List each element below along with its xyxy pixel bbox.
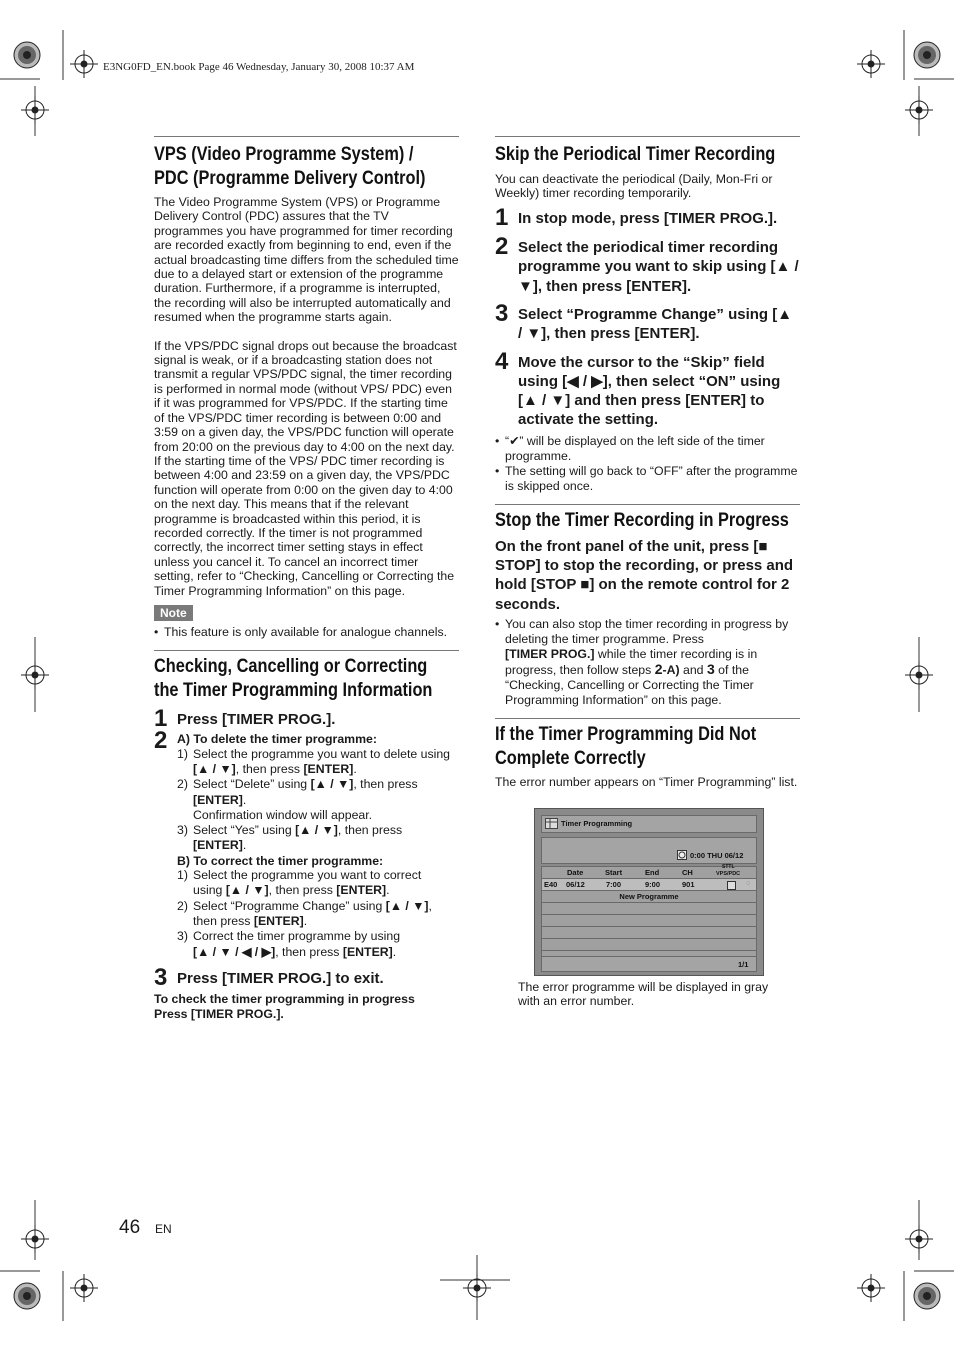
- page-number: 46: [119, 1217, 141, 1238]
- row-ch: 901: [682, 880, 695, 889]
- key-label: [▲ / ▼]: [225, 883, 269, 898]
- step-number: 2: [154, 727, 168, 755]
- screen-clock-bar: [541, 837, 757, 864]
- skip-title: Skip the Periodical Timer Recording: [495, 144, 776, 165]
- stop-bullet: [495, 617, 800, 708]
- check-step-1: [154, 704, 459, 732]
- col-ch: CH: [682, 868, 693, 877]
- step-text: In stop mode, press [TIMER PROG.].: [518, 209, 778, 227]
- new-programme: New Programme: [619, 892, 679, 901]
- key-label: [▲ / ▼]: [385, 898, 429, 913]
- check-in-progress-line1: To check the timer programming in progress: [154, 992, 415, 1007]
- error-number: E40: [544, 880, 558, 889]
- substep-text: then press: [193, 914, 254, 929]
- substep-number: 1): [177, 868, 188, 883]
- correct-substep-1: [177, 868, 459, 899]
- step-number: 3: [495, 300, 509, 327]
- key-label: [ENTER]: [336, 883, 387, 898]
- right-column: [495, 136, 800, 789]
- vps-paragraph-2: If the VPS/PDC signal drops out because the broadcast signal is weak, or if a broadcasting station does not transmit a regular VPS/PDC signal, the timer recording is performed in normal mode (without VPS/ PDC) even if it was programmed for VPS/PDC. If the starting time of the VPS/PDC timer recording is between 0:00 and 3:59 on a given day, the VPS/PDC function will operate from 20:00 on the previous day to 4:00 on the next day. If the starting time of the VPS/ PDC timer recording is between 4:00 and 23:59 on a given day, the VPS/PDC function will operate from 0:00 on the given day to 4:00 on the next day. This means that if the relevant programme is broadcasted within this period, it is recorded correctly. If the timer is not programmed correctly, the incorrect timer setting stays in effect unless you cancel it. To cancel an incorrect timer setting, refer to “Checking, Cancelling or Correcting the Timer Programming Information” on this page.: [154, 338, 457, 598]
- skip-step-2: [495, 233, 800, 296]
- skip-intro: You can deactivate the periodical (Daily, Mon-Fri or Weekly) timer recording temporarily.: [495, 172, 773, 201]
- col-start: Start: [605, 868, 623, 877]
- substep-text: .: [242, 838, 247, 853]
- key-label: [▲ / ▼]: [193, 761, 236, 776]
- substep-text: ,: [428, 898, 432, 913]
- check-title-line1: Checking, Cancelling or Correcting: [154, 655, 428, 677]
- substep-number: 1): [177, 746, 188, 761]
- error-programme-row: [542, 878, 756, 890]
- skip-bullet-2: • The setting will go back to “OFF” after the programme is skipped once.: [495, 464, 800, 494]
- checkbox-icon: [727, 881, 736, 890]
- col-sttl: STTL: [722, 864, 735, 870]
- step-ref: 3: [706, 660, 715, 677]
- col-vps: VPS/PDC: [716, 871, 741, 877]
- step-text: Press [TIMER PROG.].: [177, 710, 336, 728]
- error-caption: The error programme will be displayed in gray with an error number.: [518, 980, 769, 1009]
- check-in-progress-line2: Press [TIMER PROG.].: [154, 1006, 284, 1021]
- vps-icon: ◌: [746, 880, 751, 887]
- key-label: [ENTER]: [253, 914, 304, 929]
- delete-substep-2: [177, 777, 459, 823]
- check-step-2: [154, 727, 459, 960]
- substep-text: using: [193, 883, 226, 898]
- substep-text: , then press: [275, 944, 343, 959]
- delete-heading: A) To delete the timer programme:: [177, 732, 377, 747]
- key-label: [▲ / ▼]: [310, 777, 354, 792]
- substep-text: .: [353, 761, 357, 776]
- vps-paragraph-1: The Video Programme System (VPS) or Programme Delivery Control (PDC) assures that the TV programmes you have programmed for timer recording are recorded exactly from beginning to end, even if the actual broadcasting time differs from the scheduled time due to a delayed start or extension of the programme duration. Furthermore, if a programme is interrupted, the recording will also be interrupted automatically and resumed when the programme starts again.: [154, 195, 459, 325]
- step-ref: -A): [662, 662, 680, 677]
- row-end: 9:00: [645, 880, 661, 889]
- delete-substep-1: [177, 747, 459, 778]
- correct-substep-2: [177, 899, 459, 930]
- substep-text: Select “Yes” using: [193, 823, 296, 838]
- bullet-text: while the timer recording is in progress, then follow steps: [505, 646, 758, 677]
- step-number: 4: [495, 347, 509, 375]
- skip-step-1: [495, 203, 800, 231]
- screen-page: 1/1: [738, 960, 749, 969]
- substep-text: , then press: [235, 761, 304, 776]
- substep-number: 3): [177, 823, 188, 838]
- substep-number: 2): [177, 777, 188, 792]
- stop-title: Stop the Timer Recording in Progress: [495, 509, 789, 531]
- step-text: Press [TIMER PROG.] to exit.: [177, 969, 384, 987]
- screen-page-bar: [541, 956, 757, 972]
- correct-heading: B) To correct the timer programme:: [177, 853, 384, 868]
- substep-text: .: [386, 883, 390, 898]
- substep-text: Correct the timer programme by using: [193, 929, 401, 944]
- substep-text: Select the programme you want to delete using: [193, 746, 451, 761]
- key-label: [TIMER PROG.]: [505, 646, 595, 661]
- page-language: EN: [155, 1222, 172, 1236]
- screen-title: Timer Programming: [561, 819, 633, 828]
- substep-text: , then press: [337, 823, 403, 838]
- step-number: 3: [154, 963, 168, 991]
- error-title-line1: If the Timer Programming Did Not: [495, 723, 757, 745]
- note-bullet: • This feature is only available for analogue channels.: [154, 625, 459, 640]
- step-text: Move the cursor to the “Skip” field using [◀ / ▶], then select “ON” using [▲ / ▼] and then press [ENTER] to activate the setting.: [518, 353, 781, 429]
- check-step-3: [154, 963, 459, 991]
- new-programme-row: [542, 890, 756, 902]
- skip-step-4: [495, 347, 800, 430]
- substep-number: 3): [177, 929, 188, 944]
- vps-title-line1: VPS (Video Programme System) /: [154, 144, 414, 165]
- substep-text: Select the programme you want to correct: [193, 868, 422, 883]
- key-label: [▲ / ▼]: [295, 823, 338, 838]
- step-ref: 2: [654, 660, 663, 677]
- clock-icon: [677, 850, 687, 860]
- substep-text: Confirmation window will appear.: [193, 807, 373, 822]
- substep-text: .: [303, 914, 308, 929]
- step-text: Select “Programme Change” using [▲ / ▼], then press [ENTER].: [518, 306, 793, 343]
- row-start: 7:00: [606, 880, 622, 889]
- timer-programming-screen: [534, 808, 764, 976]
- step-number: 1: [154, 704, 168, 732]
- bullet-text: You can also stop the timer recording in progress by deleting the timer programme. Press: [505, 616, 789, 646]
- stop-lead: On the front panel of the unit, press [■ STOP] to stop the recording, or press and hold [STOP ■] on the remote control for 2 seconds.: [495, 537, 794, 613]
- bullet-text: and: [679, 662, 707, 677]
- skip-step-3: [495, 300, 800, 344]
- key-label: [ENTER]: [193, 838, 243, 853]
- substep-text: , then press: [268, 883, 337, 898]
- correct-substep-3: [177, 929, 459, 960]
- substep-number: 2): [177, 898, 188, 913]
- col-date: Date: [567, 868, 584, 877]
- step-number: 1: [495, 203, 509, 231]
- error-title-line2: Complete Correctly: [495, 747, 646, 769]
- key-label: [ENTER]: [342, 944, 393, 959]
- bullet-text: of the “Checking, Cancelling or Correcting the Timer Programming Information” on this page.: [505, 662, 754, 707]
- left-column: [154, 136, 459, 1021]
- skip-bullet-1: • “✔” will be displayed on the left side of the timer programme.: [495, 434, 800, 464]
- row-date: 06/12: [566, 880, 585, 889]
- print-header: E3NG0FD_EN.book Page 46 Wednesday, January 30, 2008 10:37 AM: [103, 61, 415, 73]
- delete-substep-3: [177, 823, 459, 854]
- key-label: [▲ / ▼ / ◀ / ▶]: [193, 944, 276, 959]
- step-text: Select the periodical timer recording programme you want to skip using [▲ / ▼], then press [ENTER].: [518, 239, 799, 295]
- screen-clock: 0:00 THU 06/12: [690, 851, 744, 860]
- key-label: [ENTER]: [193, 792, 243, 807]
- screen-list: [541, 866, 757, 962]
- substep-text: , then press: [353, 777, 418, 792]
- error-intro: The error number appears on “Timer Programming” list.: [495, 774, 798, 789]
- key-label: [ENTER]: [303, 761, 354, 776]
- timer-list-icon: [545, 818, 558, 829]
- vps-title-line2: PDC (Programme Delivery Control): [154, 168, 426, 189]
- check-title-line2: the Timer Programming Information: [154, 679, 433, 701]
- substep-text: Select “Delete” using: [193, 777, 311, 792]
- note-label: Note: [154, 605, 193, 621]
- substep-text: Select “Programme Change” using: [193, 898, 386, 913]
- substep-text: .: [242, 792, 247, 807]
- col-end: End: [645, 868, 660, 877]
- screen-title-bar: [541, 815, 757, 833]
- step-number: 2: [495, 233, 509, 261]
- substep-text: .: [392, 944, 397, 959]
